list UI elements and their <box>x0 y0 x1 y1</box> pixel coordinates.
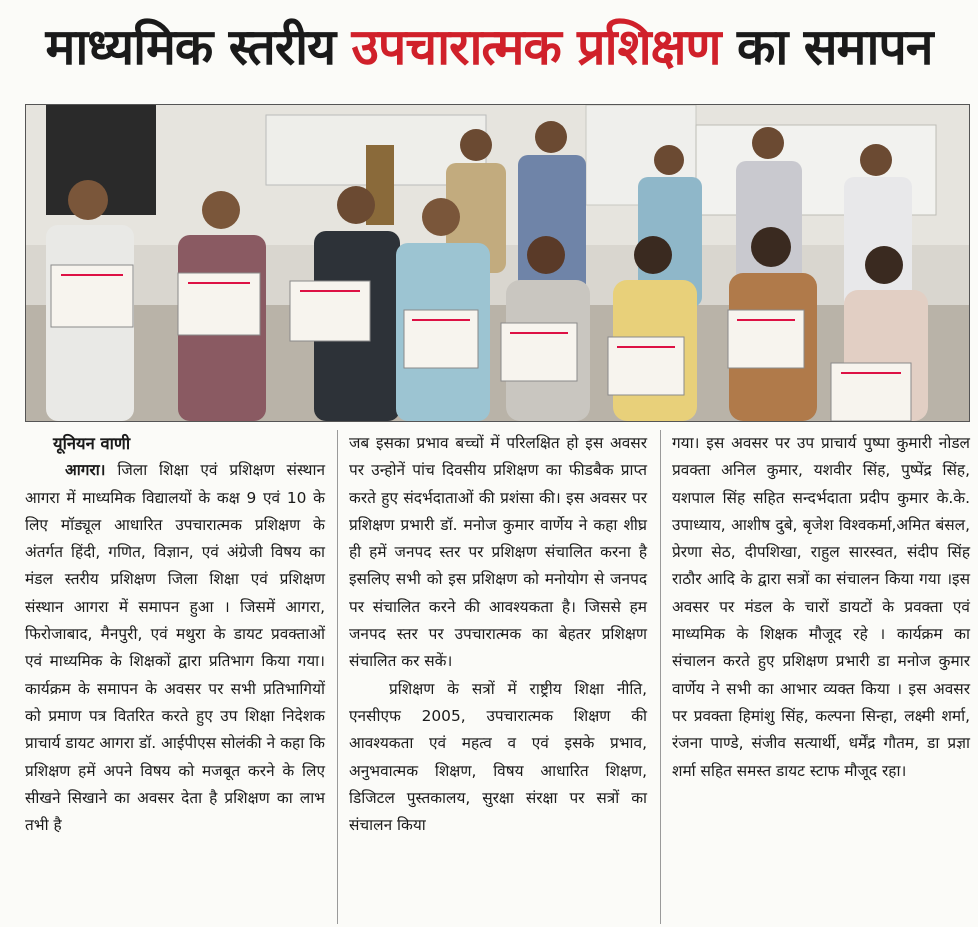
article-column-1 <box>25 430 325 924</box>
headline-part2: का समापन <box>720 18 933 76</box>
column-divider-2 <box>660 430 661 924</box>
article-column-2 <box>349 430 647 924</box>
article-column-3 <box>672 430 970 924</box>
col2-paragraph-2-text: प्रशिक्षण के सत्रों में राष्ट्रीय शिक्षा नीति, एनसीएफ 2005, उपचारात्मक शिक्षण की आवश्यकता एवं महत्व व एवं इसके प्रभाव, अनुभवात्मक शिक्षण, विषय आधारित शिक्षण, डिजिटल पुस्तकालय, सुरक्षा संरक्षा पर सत्रों का संचालन किया <box>349 679 647 835</box>
col1-body: जिला शिक्षा एवं प्रशिक्षण संस्थान आगरा में माध्यमिक विद्यालयों के कक्ष 9 एवं 10 के लिए मॉड्यूल आधारित उपचारात्मक प्रशिक्षण के अंतर्गत हिंदी, गणित, विज्ञान, एवं अंग्रेजी विषय का मंडल स्तरीय प्रशिक्षण जिला शिक्षा एवं प्रशिक्षण संस्थान आगरा में समापन हुआ । जिसमें आगरा, फिरोजाबाद, मैनपुरी, एवं मथुरा के डायट प्रवक्ताओं एवं माध्यमिक के शिक्षकों द्वारा प्रतिभाग किया गया। कार्यक्रम के समापन के अवसर पर सभी प्रतिभागियों को प्रमाण पत्र वितरित करते हुए उप शिक्षा निदेशक प्राचार्य डायट आगरा डॉ. आईपीएस सोलंकी ने कहा कि प्रशिक्षण हमें अपने विषय को मजबूत करने के लिए सीखने सिखाने का अवसर देता है प्रशिक्षण का लाभ तभी है <box>25 461 325 835</box>
article-paragraph-1 <box>25 457 325 839</box>
col3-paragraph: गया। इस अवसर पर उप प्राचार्य पुष्पा कुमारी नोडल प्रवक्ता अनिल कुमार, यशवीर सिंह, पुष्पेंद्र सिंह, यशपाल सिंह सहित सन्दर्भदाता प्रदीप कुमार के.के. उपाध्याय, आशीष दुबे, बृजेश विश्वकर्मा,अमित बंसल, प्रेरणा सेठ, दीपशिखा, राहुल सारस्वत, संदीप सिंह राठौर आदि के द्वारा सत्रों का संचालन किया गया ।इस अवसर पर मंडल के चारों डायटों के प्रवक्ता एवं माध्यमिक के शिक्षक मौजूद रहे । कार्यक्रम का संचालन करते हुए प्रशिक्षण प्रभारी डा मनोज कुमार वार्णेय ने सभी का आभार व्यक्त किया । इस अवसर पर प्रवक्ता हिमांशु सिंह, कल्पना सिन्हा, लक्ष्मी शर्मा, रंजना पाण्डे, संजीव सत्यार्थी, धर्मेंद्र गौतम, डा प्रज्ञा शर्मा सहित समस्त डायट स्टाफ मौजूद रहा। <box>672 434 970 780</box>
dateline: आगरा। <box>65 461 106 480</box>
column-divider-1 <box>337 430 338 924</box>
headline-part1: माध्यमिक स्तरीय <box>45 18 352 76</box>
col2-paragraph-2 <box>349 676 647 840</box>
group-photo-illustration <box>26 105 969 421</box>
byline: यूनियन वाणी <box>53 434 131 453</box>
headline <box>0 4 978 92</box>
col2-paragraph-1: जब इसका प्रभाव बच्चों में परिलक्षित हो इस अवसर पर उन्होनें पांच दिवसीय प्रशिक्षण का फीडबैक प्राप्त करते हुए संदर्भदाताओं की प्रशंसा की। इस अवसर पर प्रशिक्षण प्रभारी डॉ. मनोज कुमार वार्णेय ने कहा शीघ्र ही हमें जनपद स्तर पर प्रशिक्षण संचालित करना है इसलिए सभी को इस प्रशिक्षण को मनोयोग से जनपद पर संचालित करने की आवश्यकता है। जिससे हम जनपद स्तर पर उपचारात्मक का बेहतर प्रशिक्षण संचालित कर सकें। <box>349 434 647 671</box>
headline-highlight: उपचारात्मक प्रशिक्षण <box>351 18 721 76</box>
group-photo <box>25 104 970 422</box>
